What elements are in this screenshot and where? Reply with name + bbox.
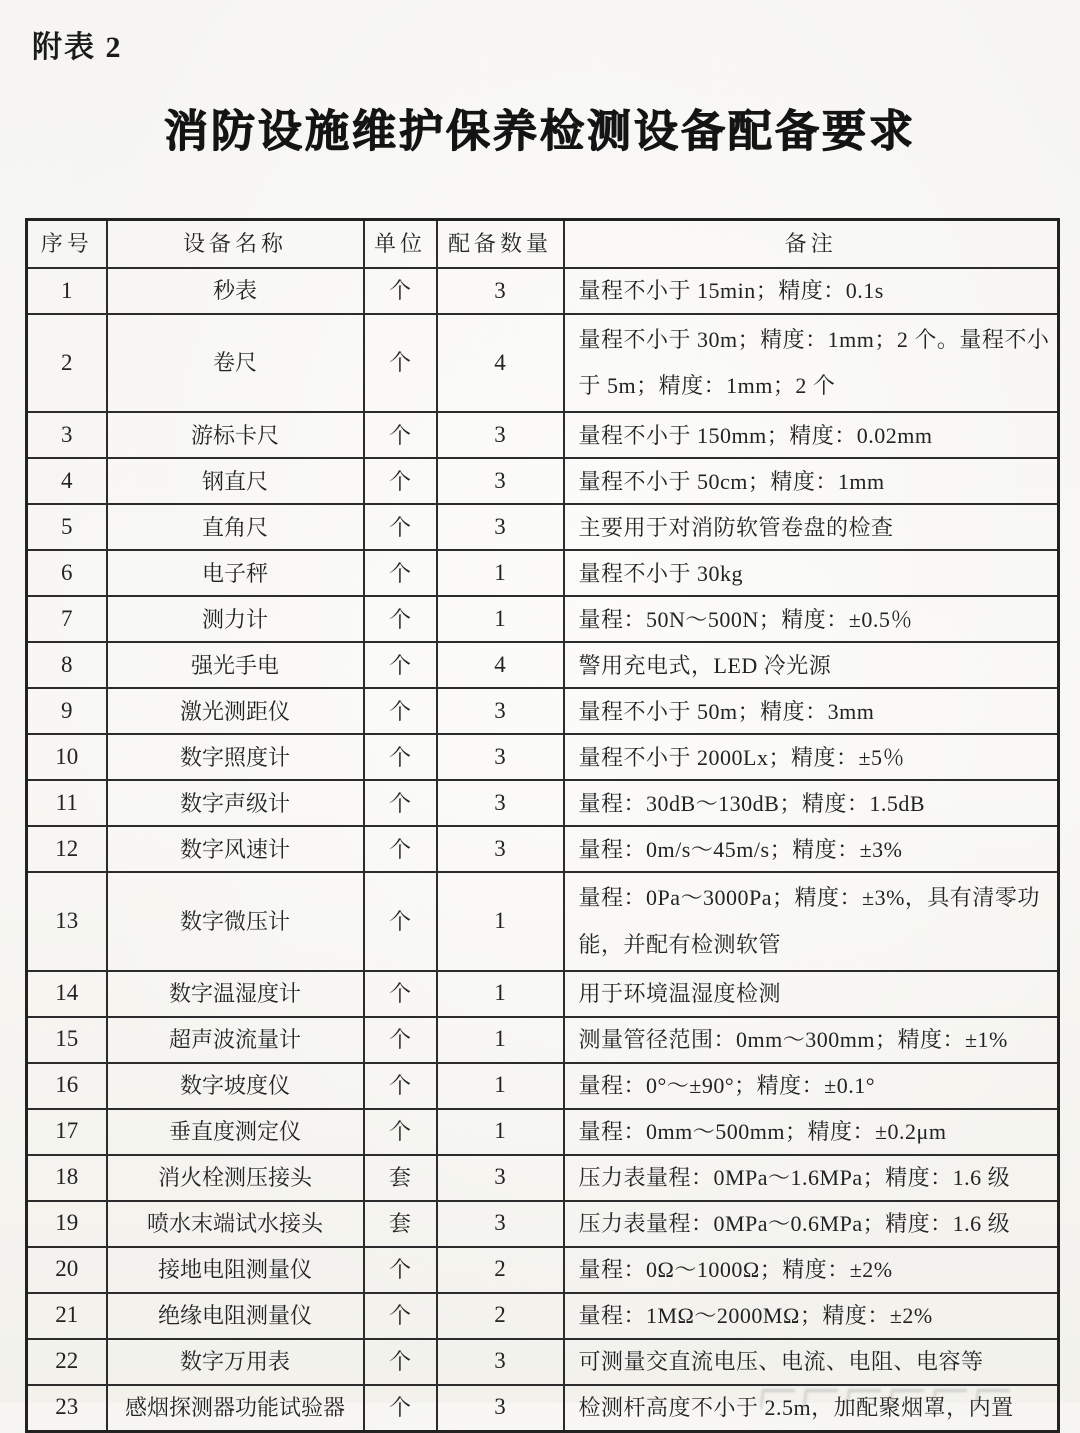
cell-unit: 个: [364, 734, 437, 780]
cell-remark: 量程：0Ω〜1000Ω；精度：±2%: [564, 1247, 1059, 1293]
cell-name: 电子秤: [107, 550, 364, 596]
cell-unit: 个: [364, 971, 437, 1017]
cell-remark: 可测量交直流电压、电流、电阻、电容等: [564, 1339, 1059, 1385]
cell-remark: 用于环境温湿度检测: [564, 971, 1059, 1017]
table-row: [27, 1247, 1059, 1293]
cell-unit: 个: [364, 1109, 437, 1155]
cell-remark: 量程不小于 2000Lx；精度：±5％: [564, 734, 1059, 780]
cell-no: 1: [27, 268, 107, 314]
cell-remark: 量程不小于 50cm；精度：1mm: [564, 458, 1059, 504]
cell-name: 绝缘电阻测量仪: [107, 1293, 364, 1339]
cell-no: 23: [27, 1385, 107, 1432]
cell-name: 数字温湿度计: [107, 971, 364, 1017]
cell-name: 激光测距仪: [107, 688, 364, 734]
cell-qty: 1: [437, 596, 564, 642]
cell-name: 测力计: [107, 596, 364, 642]
table-row: [27, 1017, 1059, 1063]
cell-qty: 3: [437, 780, 564, 826]
cell-no: 9: [27, 688, 107, 734]
cell-name: 游标卡尺: [107, 412, 364, 458]
cell-no: 16: [27, 1063, 107, 1109]
cell-no: 20: [27, 1247, 107, 1293]
cell-qty: 3: [437, 688, 564, 734]
cell-unit: 个: [364, 826, 437, 872]
column-header: 配备数量: [437, 220, 564, 269]
cell-unit: 个: [364, 1339, 437, 1385]
cell-qty: 1: [437, 872, 564, 970]
cell-unit: 个: [364, 550, 437, 596]
cell-unit: 个: [364, 642, 437, 688]
cell-remark: 测量管径范围：0mm〜300mm；精度：±1%: [564, 1017, 1059, 1063]
cell-remark: 主要用于对消防软管卷盘的检查: [564, 504, 1059, 550]
cell-name: 数字声级计: [107, 780, 364, 826]
cell-no: 11: [27, 780, 107, 826]
cell-no: 6: [27, 550, 107, 596]
table-row: [27, 734, 1059, 780]
cell-qty: 3: [437, 458, 564, 504]
table-row: [27, 504, 1059, 550]
table-row: [27, 971, 1059, 1017]
cell-unit: 个: [364, 1385, 437, 1432]
cell-remark: 量程：50N〜500N；精度：±0.5％: [564, 596, 1059, 642]
table-row: [27, 780, 1059, 826]
cell-name: 感烟探测器功能试验器: [107, 1385, 364, 1432]
appendix-label: 附表 2: [32, 31, 123, 64]
cell-unit: 个: [364, 1063, 437, 1109]
cell-unit: 套: [364, 1201, 437, 1247]
column-header: 序号: [27, 220, 107, 269]
cell-unit: 个: [364, 268, 437, 314]
table-row: [27, 1109, 1059, 1155]
scan-watermark-cutoff: [760, 1389, 1020, 1409]
cell-name: 强光手电: [107, 642, 364, 688]
cell-remark: 量程：0Pa〜3000Pa；精度：±3%，具有清零功能，并配有检测软管: [564, 872, 1059, 970]
page-title: 消防设施维护保养检测设备配备要求: [164, 107, 916, 156]
cell-remark: 量程：1MΩ〜2000MΩ；精度：±2%: [564, 1293, 1059, 1339]
cell-qty: 3: [437, 268, 564, 314]
cell-qty: 1: [437, 1063, 564, 1109]
table-row: [27, 826, 1059, 872]
equipment-table: [25, 218, 1060, 1433]
cell-remark: 量程：30dB〜130dB；精度：1.5dB: [564, 780, 1059, 826]
cell-name: 秒表: [107, 268, 364, 314]
column-header: 单位: [364, 220, 437, 269]
cell-no: 21: [27, 1293, 107, 1339]
table-row: [27, 550, 1059, 596]
cell-no: 5: [27, 504, 107, 550]
cell-name: 垂直度测定仪: [107, 1109, 364, 1155]
cell-remark: 量程不小于 150mm；精度：0.02mm: [564, 412, 1059, 458]
column-header: 备注: [564, 220, 1059, 269]
table-row: [27, 412, 1059, 458]
cell-unit: 个: [364, 780, 437, 826]
cell-unit: 个: [364, 1247, 437, 1293]
table-row: [27, 1063, 1059, 1109]
cell-remark: 量程：0m/s〜45m/s；精度：±3%: [564, 826, 1059, 872]
cell-qty: 3: [437, 826, 564, 872]
cell-name: 钢直尺: [107, 458, 364, 504]
cell-name: 消火栓测压接头: [107, 1155, 364, 1201]
cell-no: 2: [27, 314, 107, 412]
cell-remark: 检测杆高度不小于 2.5m，加配聚烟罩，内置: [564, 1385, 1059, 1432]
cell-unit: 个: [364, 1017, 437, 1063]
table-row: [27, 1339, 1059, 1385]
cell-remark: 警用充电式，LED 冷光源: [564, 642, 1059, 688]
cell-remark: 量程：0mm〜500mm；精度：±0.2μm: [564, 1109, 1059, 1155]
cell-qty: 3: [437, 734, 564, 780]
cell-no: 13: [27, 872, 107, 970]
cell-remark: 量程不小于 30kg: [564, 550, 1059, 596]
cell-no: 7: [27, 596, 107, 642]
cell-qty: 3: [437, 1339, 564, 1385]
cell-unit: 个: [364, 872, 437, 970]
table-row: [27, 1155, 1059, 1201]
cell-no: 3: [27, 412, 107, 458]
cell-no: 18: [27, 1155, 107, 1201]
cell-qty: 1: [437, 1017, 564, 1063]
cell-no: 8: [27, 642, 107, 688]
cell-name: 直角尺: [107, 504, 364, 550]
table-row: [27, 688, 1059, 734]
table-header-row: [27, 220, 1059, 269]
cell-name: 数字万用表: [107, 1339, 364, 1385]
cell-name: 数字微压计: [107, 872, 364, 970]
cell-unit: 套: [364, 1155, 437, 1201]
cell-name: 数字坡度仪: [107, 1063, 364, 1109]
cell-unit: 个: [364, 504, 437, 550]
cell-no: 4: [27, 458, 107, 504]
table-row: [27, 596, 1059, 642]
cell-unit: 个: [364, 596, 437, 642]
cell-qty: 3: [437, 1201, 564, 1247]
table-row: [27, 314, 1059, 412]
cell-qty: 4: [437, 642, 564, 688]
cell-no: 12: [27, 826, 107, 872]
cell-remark: 量程：0°〜±90°；精度：±0.1°: [564, 1063, 1059, 1109]
cell-unit: 个: [364, 1293, 437, 1339]
column-header: 设备名称: [107, 220, 364, 269]
cell-remark: 量程不小于 30m；精度：1mm；2 个。量程不小于 5m；精度：1mm；2 个: [564, 314, 1059, 412]
cell-no: 19: [27, 1201, 107, 1247]
table-row: [27, 458, 1059, 504]
table-row: [27, 642, 1059, 688]
cell-remark: 压力表量程：0MPa〜1.6MPa；精度：1.6 级: [564, 1155, 1059, 1201]
cell-name: 卷尺: [107, 314, 364, 412]
cell-qty: 3: [437, 412, 564, 458]
cell-no: 17: [27, 1109, 107, 1155]
table-row: [27, 1201, 1059, 1247]
cell-no: 14: [27, 971, 107, 1017]
cell-unit: 个: [364, 688, 437, 734]
cell-no: 22: [27, 1339, 107, 1385]
cell-qty: 1: [437, 971, 564, 1017]
table-row: [27, 872, 1059, 970]
cell-name: 接地电阻测量仪: [107, 1247, 364, 1293]
cell-unit: 个: [364, 412, 437, 458]
cell-qty: 3: [437, 504, 564, 550]
table-row: [27, 268, 1059, 314]
cell-remark: 量程不小于 50m；精度：3mm: [564, 688, 1059, 734]
cell-name: 数字照度计: [107, 734, 364, 780]
cell-qty: 2: [437, 1247, 564, 1293]
cell-qty: 1: [437, 550, 564, 596]
cell-name: 数字风速计: [107, 826, 364, 872]
cell-remark: 压力表量程：0MPa〜0.6MPa；精度：1.6 级: [564, 1201, 1059, 1247]
cell-qty: 4: [437, 314, 564, 412]
cell-qty: 1: [437, 1109, 564, 1155]
cell-qty: 3: [437, 1385, 564, 1432]
cell-no: 15: [27, 1017, 107, 1063]
cell-unit: 个: [364, 314, 437, 412]
cell-unit: 个: [364, 458, 437, 504]
cell-qty: 2: [437, 1293, 564, 1339]
cell-name: 超声波流量计: [107, 1017, 364, 1063]
cell-name: 喷水末端试水接头: [107, 1201, 364, 1247]
cell-qty: 3: [437, 1155, 564, 1201]
cell-remark: 量程不小于 15min；精度：0.1s: [564, 268, 1059, 314]
cell-no: 10: [27, 734, 107, 780]
table-row: [27, 1293, 1059, 1339]
